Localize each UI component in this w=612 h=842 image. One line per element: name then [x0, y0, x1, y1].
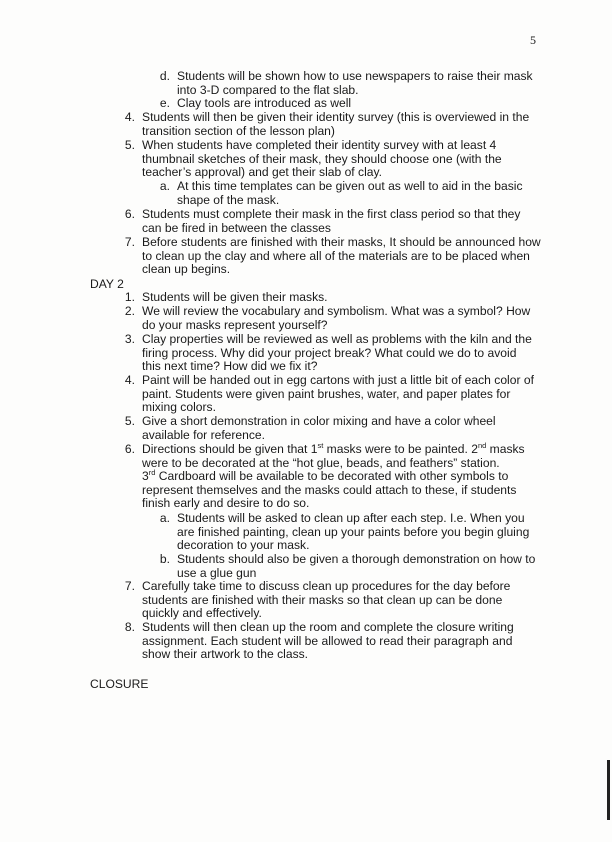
text-line: Students will be asked to clean up after each step. I.e. When you	[177, 511, 525, 525]
text-line: clean up begins.	[142, 262, 231, 277]
list-marker: b.	[159, 552, 170, 566]
scan-edge-artifact	[607, 760, 610, 820]
text-line: assignment. Each student will be allowed to read their paragraph and	[142, 633, 513, 648]
text-line: are finished painting, clean up your paints before you begin gluing	[177, 524, 530, 539]
text-segment: Directions should be given that 1	[142, 442, 318, 456]
list-marker: 6.	[124, 442, 135, 456]
list-marker: e.	[159, 96, 170, 110]
list-marker: 2.	[124, 304, 135, 318]
text-line: quickly and effectively.	[142, 606, 262, 621]
text-line: We will review the vocabulary and symbolism. What was a symbol? How	[142, 304, 531, 318]
text-line: use a glue gun	[177, 565, 257, 580]
text-line: Before students are finished with their masks, It should be announced how	[142, 235, 541, 249]
text-line	[142, 443, 582, 457]
list-marker: 6.	[124, 207, 135, 221]
list-marker: 4.	[124, 110, 135, 124]
ordinal-superscript: nd	[477, 441, 487, 450]
text-line: to clean up the clay and where all of the materials are to be placed when	[142, 248, 530, 263]
text-line: show their artwork to the class.	[142, 647, 309, 662]
text-segment: Cardboard will be available to be decorated with other symbols to	[155, 469, 509, 484]
text-line: Students should also be given a thorough demonstration on how to	[177, 552, 536, 566]
text-line: paint. Students were given paint brushes, water, and paper plates for	[142, 386, 511, 401]
text-line: transition section of the lesson plan)	[142, 123, 335, 138]
day-2-heading: DAY 2	[90, 277, 124, 291]
page-number: 5	[530, 33, 536, 47]
text-line: do your masks represent yourself?	[142, 317, 328, 332]
text-line: mixing colors.	[142, 400, 216, 415]
list-marker: 7.	[124, 235, 135, 249]
text-segment: masks were to be painted. 2	[323, 442, 478, 456]
text-line: finish early and desire to do so.	[142, 496, 310, 511]
closure-heading: CLOSURE	[90, 677, 149, 691]
text-line: Give a short demonstration in color mixing and have a color wheel	[142, 414, 496, 428]
text-line: Students must complete their mask in the first class period so that they	[142, 207, 521, 221]
list-marker: 7.	[124, 579, 135, 593]
text-line: Students will then clean up the room and complete the closure writing	[142, 620, 514, 634]
text-line: were to be decorated at the “hot glue, beads, and feathers” station.	[142, 455, 500, 470]
text-line: Clay properties will be reviewed as well as problems with the kiln and the	[142, 332, 532, 346]
list-marker: a.	[159, 511, 170, 525]
text-line: At this time templates can be given out as well to aid in the basic	[177, 179, 523, 193]
list-marker: 5.	[124, 138, 135, 152]
text-line: into 3-D compared to the flat slab.	[177, 82, 359, 97]
list-marker: 5.	[124, 414, 135, 428]
list-marker: a.	[159, 179, 170, 193]
text-line: decoration to your mask.	[177, 538, 310, 553]
text-line: Students will be shown how to use newspapers to raise their mask	[177, 69, 533, 83]
text-line: Students will then be given their identity survey (this is overviewed in the	[142, 110, 530, 124]
text-line: thumbnail sketches of their mask, they should choose one (with the	[142, 151, 502, 166]
text-line: firing process. Why did your project break? What could we do to avoid	[142, 345, 517, 360]
text-line: can be fired in between the classes	[142, 220, 331, 235]
text-line: students are finished with their masks so that clean up can be done	[142, 592, 503, 607]
ordinal-superscript: rd	[148, 468, 156, 478]
text-line: shape of the mask.	[177, 192, 280, 207]
text-line: Students will be given their masks.	[142, 290, 328, 304]
list-marker: 4.	[124, 373, 135, 387]
text-line: Paint will be handed out in egg cartons with just a little bit of each color of	[142, 373, 534, 387]
text-line: When students have completed their identity survey with at least 4	[142, 138, 497, 152]
text-segment: 3	[142, 469, 149, 484]
list-marker: 8.	[124, 620, 135, 634]
text-line	[142, 470, 582, 484]
list-marker: d.	[159, 69, 170, 83]
text-line: Clay tools are introduced as well	[177, 96, 352, 110]
ordinal-superscript: st	[317, 441, 324, 450]
list-marker: 1.	[124, 290, 135, 304]
text-line: represent themselves and the masks could attach to these, if students	[142, 482, 517, 497]
text-line: available for reference.	[142, 427, 266, 442]
text-line: teacher’s approval) and get their slab of clay.	[142, 165, 382, 180]
text-segment: masks	[486, 442, 525, 456]
text-line: this next time? How did we fix it?	[142, 359, 318, 374]
list-marker: 3.	[124, 332, 135, 346]
text-line: Carefully take time to discuss clean up procedures for the day before	[142, 579, 511, 593]
